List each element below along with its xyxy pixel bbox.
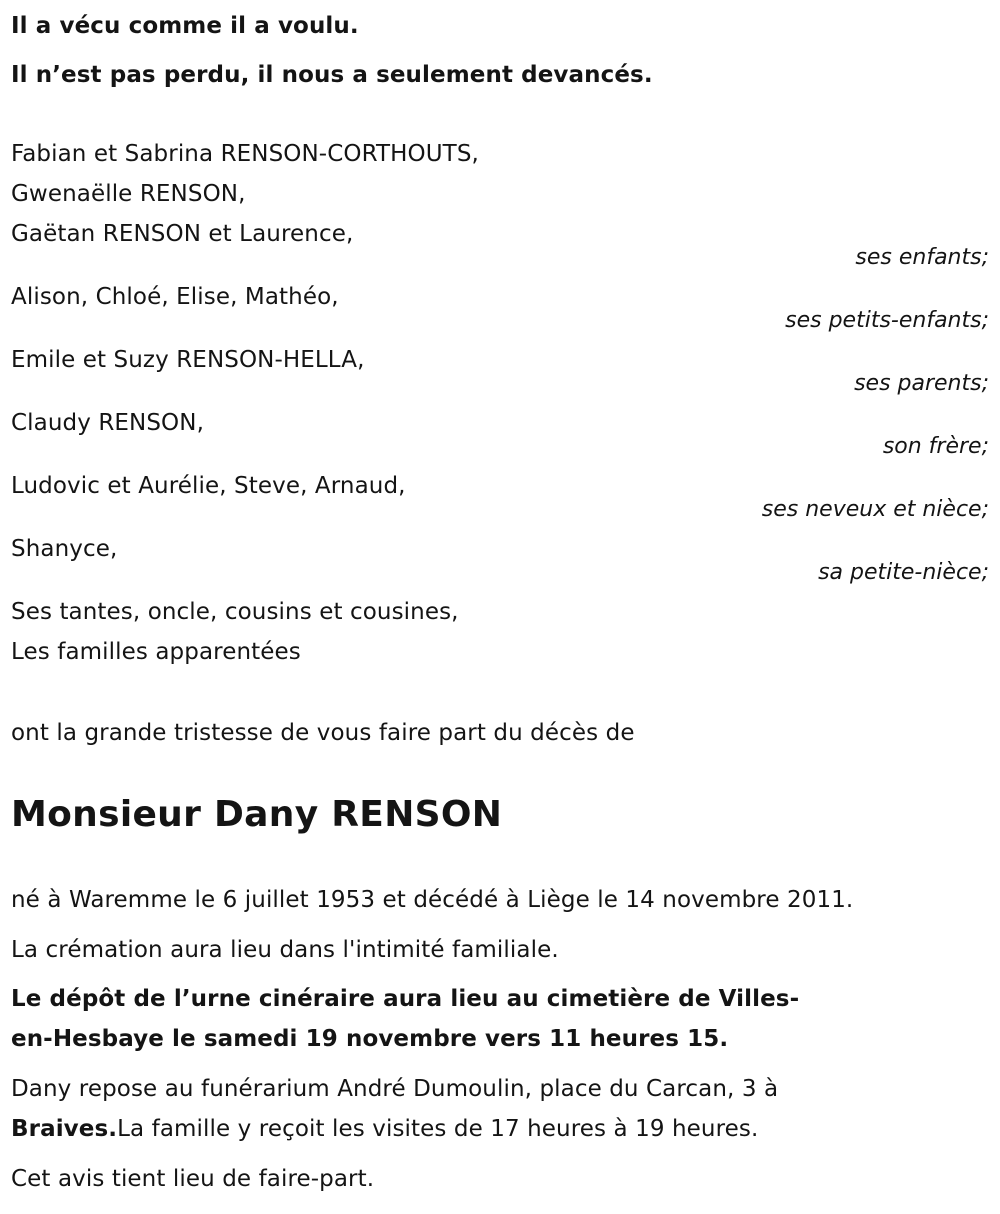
grandchildren-names: Alison, Chloé, Elise, Mathéo, [11, 284, 339, 310]
grandniece-name: Shanyce, [11, 536, 118, 562]
urn-line-1: Le dépôt de l’urne cinéraire aura lieu au cimetière de Villes- [11, 986, 800, 1012]
birth-death-line: né à Waremme le 6 juillet 1953 et décédé à Liège le 14 novembre 2011. [11, 887, 854, 913]
epitaph-line-2: Il n’est pas perdu, il nous a seulement devancés. [11, 62, 653, 88]
role-grandniece: sa petite-nièce; [818, 560, 989, 585]
announcement-text: ont la grande tristesse de vous faire part du décès de [11, 720, 635, 746]
parents-names: Emile et Suzy RENSON-HELLA, [11, 347, 365, 373]
role-parents: ses parents; [854, 371, 989, 396]
visiting-hours: La famille y reçoit les visites de 17 heures à 19 heures. [117, 1116, 759, 1142]
repose-town: Braives. [11, 1116, 118, 1142]
closing-line: Cet avis tient lieu de faire-part. [11, 1166, 375, 1192]
deceased-name: Monsieur Dany RENSON [11, 794, 503, 835]
repose-line-2 [11, 1114, 758, 1144]
relatives-line: Les familles apparentées [11, 639, 301, 665]
role-grandchildren: ses petits-enfants; [785, 308, 989, 333]
brother-name: Claudy RENSON, [11, 410, 204, 436]
nephews-names: Ludovic et Aurélie, Steve, Arnaud, [11, 473, 406, 499]
role-children: ses enfants; [855, 245, 989, 270]
child-name: Gwenaëlle RENSON, [11, 181, 246, 207]
relatives-line: Ses tantes, oncle, cousins et cousines, [11, 599, 459, 625]
cremation-line: La crémation aura lieu dans l'intimité familiale. [11, 937, 559, 963]
repose-line-1: Dany repose au funérarium André Dumoulin, place du Carcan, 3 à [11, 1076, 779, 1102]
child-name: Fabian et Sabrina RENSON-CORTHOUTS, [11, 141, 479, 167]
child-name: Gaëtan RENSON et Laurence, [11, 221, 354, 247]
role-brother: son frère; [882, 434, 989, 459]
urn-line-2: en-Hesbaye le samedi 19 novembre vers 11 heures 15. [11, 1026, 729, 1052]
role-nephews: ses neveux et nièce; [761, 497, 989, 522]
epitaph-line-1: Il a vécu comme il a voulu. [11, 13, 359, 39]
